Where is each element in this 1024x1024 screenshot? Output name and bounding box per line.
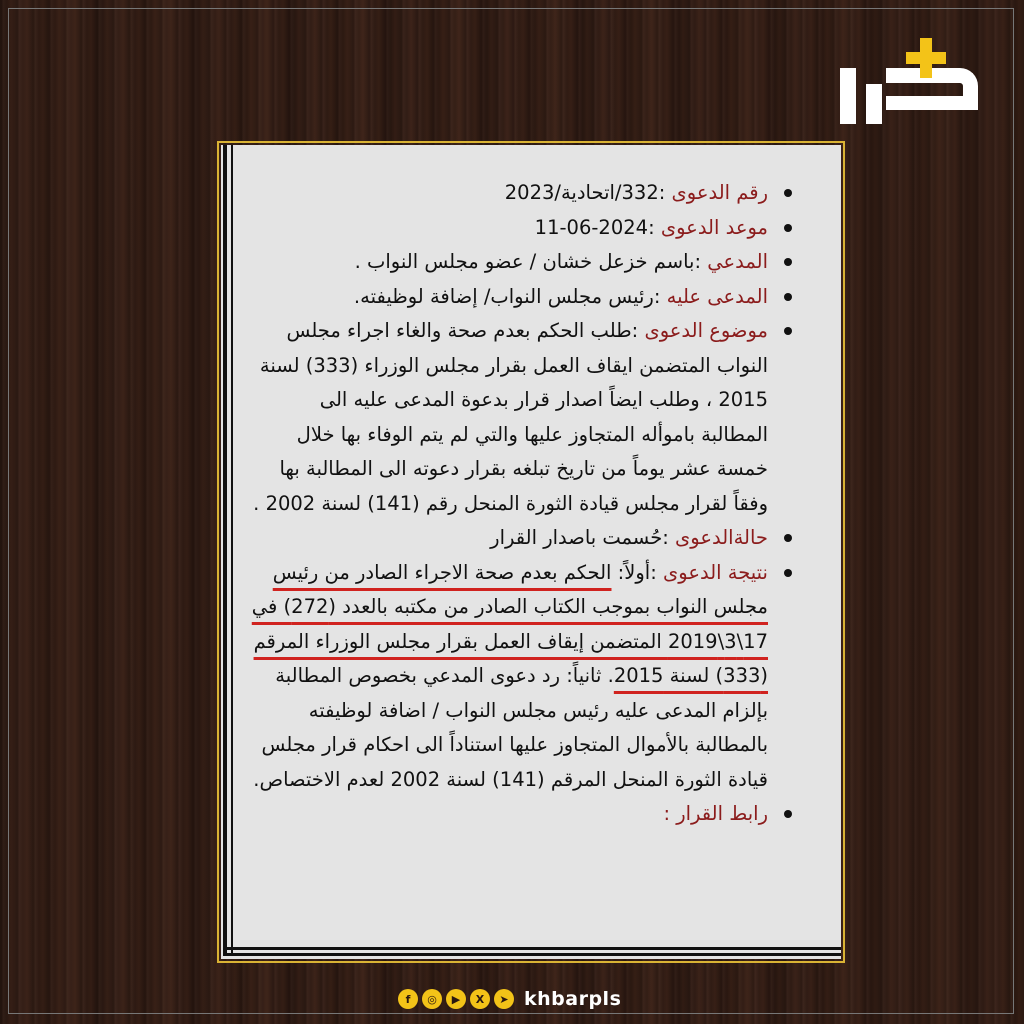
case-result-label: نتيجة الدعوى — [662, 560, 768, 584]
case-result-item — [250, 556, 768, 798]
youtube-icon[interactable]: ▶ — [446, 989, 466, 1009]
case-date-label: موعد الدعوى — [660, 215, 768, 239]
decision-link-label[interactable]: رابط القرار : — [663, 802, 768, 825]
decision-link-item — [250, 797, 768, 832]
brand-logo — [840, 38, 982, 130]
case-status-label: حالةالدعوى — [675, 526, 768, 549]
facebook-icon[interactable]: f — [398, 989, 418, 1009]
x-icon[interactable]: X — [470, 989, 490, 1009]
paper-edge — [223, 947, 841, 950]
case-status-value: :حُسمت باصدار القرار — [490, 526, 669, 549]
case-number-label: رقم الدعوى — [671, 181, 768, 204]
defendant-value: :رئيس مجلس النواب/ إضافة لوظيفته. — [353, 284, 661, 308]
instagram-icon[interactable]: ◎ — [422, 989, 442, 1009]
case-status-item — [250, 521, 768, 556]
case-number-value: :332/اتحادية/2023 — [504, 181, 666, 204]
defendant-item — [250, 280, 768, 315]
case-date-value: :2024-06-11 — [534, 215, 655, 239]
case-date-item — [250, 211, 768, 246]
case-subject-item — [250, 314, 768, 521]
case-result-rest: . ثانياً: رد دعوى المدعي بخصوص المطالبة بإلزام المدعى عليه رئيس مجلس النواب / اضافة لوظيفته بالمطالبة بالأموال المتجاوز عليها استناداً الى احكام قرار مجلس قيادة الثورة المنحل المرقم (141) لسنة 2002 لعدم الاختصاص. — [253, 664, 768, 791]
paper-edge — [223, 953, 841, 956]
paper-edge — [231, 145, 233, 953]
case-result-underlined: الحكم بعدم صحة الاجراء الصادر من رئيس مجلس النواب بموجب الكتاب الصادر من مكتبه بالعدد (272) في 17\3\2019 المتضمن إيقاف العمل بقرار مجلس الوزراء المرقم (333) لسنة 2015 — [251, 560, 768, 687]
social-footer — [398, 986, 621, 1012]
paper-edge — [223, 145, 227, 953]
plaintiff-value: :باسم خزعل خشان / عضو مجلس النواب . — [354, 250, 702, 273]
brand-handle: khbarpls — [524, 988, 622, 1010]
case-subject-label: موضوع الدعوى — [644, 319, 768, 342]
defendant-label: المدعى عليه — [666, 284, 768, 308]
plaintiff-label: المدعي — [707, 250, 768, 273]
telegram-icon[interactable]: ➤ — [494, 989, 514, 1009]
case-details-list — [250, 176, 798, 832]
case-number-item — [250, 176, 768, 211]
case-subject-value: :طلب الحكم بعدم صحة والغاء اجراء مجلس النواب المتضمن ايقاف العمل بقرار مجلس الوزراء (333) لسنة 2015 ، وطلب ايضاً اصدار قرار بدعوة المدعى عليه الى المطالبة باموأله المتجاوز عليها والتي لم يتم الوفاء بها خلال خمسة عشر يوماً من تاريخ تبلغه بقرار دعوته الى المطالبة بها وفقاً لقرار مجلس قيادة الثورة المنحل رقم (141) لسنة 2002 . — [253, 319, 768, 515]
plaintiff-item — [250, 245, 768, 280]
case-result-prefix: :أولاً: — [611, 560, 657, 584]
case-details — [250, 176, 798, 832]
